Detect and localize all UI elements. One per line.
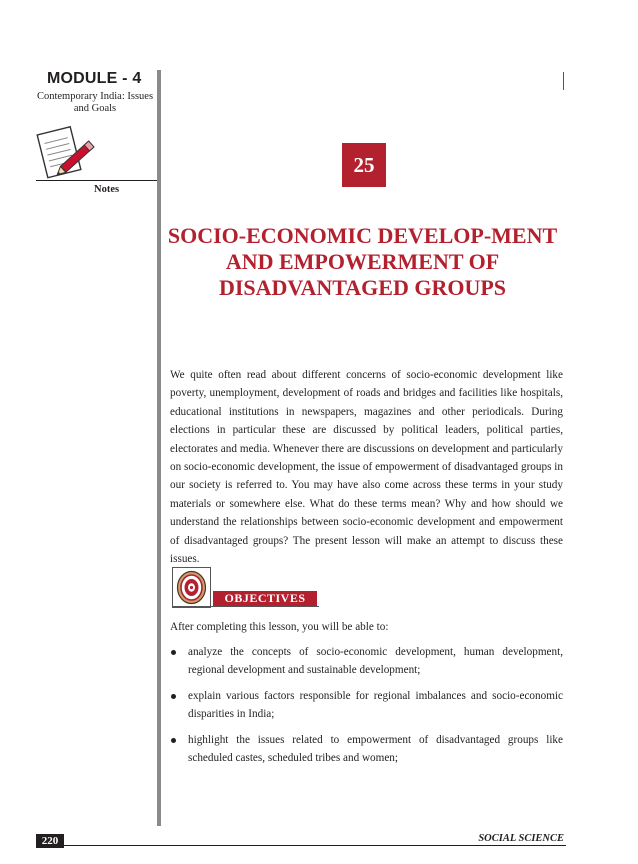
bullet-icon xyxy=(171,650,176,655)
bullet-icon xyxy=(171,694,176,699)
list-item xyxy=(170,731,563,768)
notes-pencil-icon xyxy=(30,120,102,184)
objectives-lead: After completing this lesson, you will be able to: xyxy=(170,621,389,633)
chapter-title: SOCIO-ECONOMIC DEVELOP-MENT AND EMPOWERMENT OF DISADVANTAGED GROUPS xyxy=(167,223,558,300)
objectives-rule xyxy=(172,606,319,607)
list-item-text: highlight the issues related to empowerment of disadvantaged groups like scheduled castes, scheduled tribes and women; xyxy=(188,733,563,765)
target-icon xyxy=(172,567,211,608)
objectives-label: OBJECTIVES xyxy=(213,591,317,606)
margin-rule xyxy=(157,70,161,826)
list-item xyxy=(170,687,563,724)
crop-mark xyxy=(563,72,564,90)
footer-rule xyxy=(36,845,566,846)
list-item-text: analyze the concepts of socio-economic development, human development, regional development and sustainable development; xyxy=(188,646,563,677)
module-title: MODULE - 4 xyxy=(47,70,142,87)
list-item xyxy=(170,643,563,680)
footer-title: SOCIAL SCIENCE xyxy=(478,833,564,844)
objectives-list xyxy=(170,643,563,774)
bullet-icon xyxy=(171,738,176,743)
notes-label: Notes xyxy=(94,184,120,195)
module-subtitle: Contemporary India: Issues and Goals xyxy=(36,91,154,114)
list-item-text: explain various factors responsible for regional imbalances and socio-economic disparities in India; xyxy=(188,689,563,721)
chapter-number: 25 xyxy=(342,143,386,187)
page-number: 220 xyxy=(36,834,64,848)
notes-divider xyxy=(36,180,158,181)
intro-paragraph: We quite often read about different concerns of socio-economic development like poverty, unemployment, development of roads and bridges and facilities like hospitals, educational institutions in newspapers, magazines and other periodicals. During elections in particular these are discussed by political leaders, political parties, electorates and media. Whenever there are discussions on development and particularly on socio-economic development, the issue of empowerment of disadvantaged groups in our society is referred to. You may have also come across these terms in your study materials or somewhere else. What do these terms mean? Why and how should we understand the relationships between socio-economic development and empowerment of disadvantaged groups? The present lesson will make an attempt to discuss these issues. xyxy=(170,369,563,566)
